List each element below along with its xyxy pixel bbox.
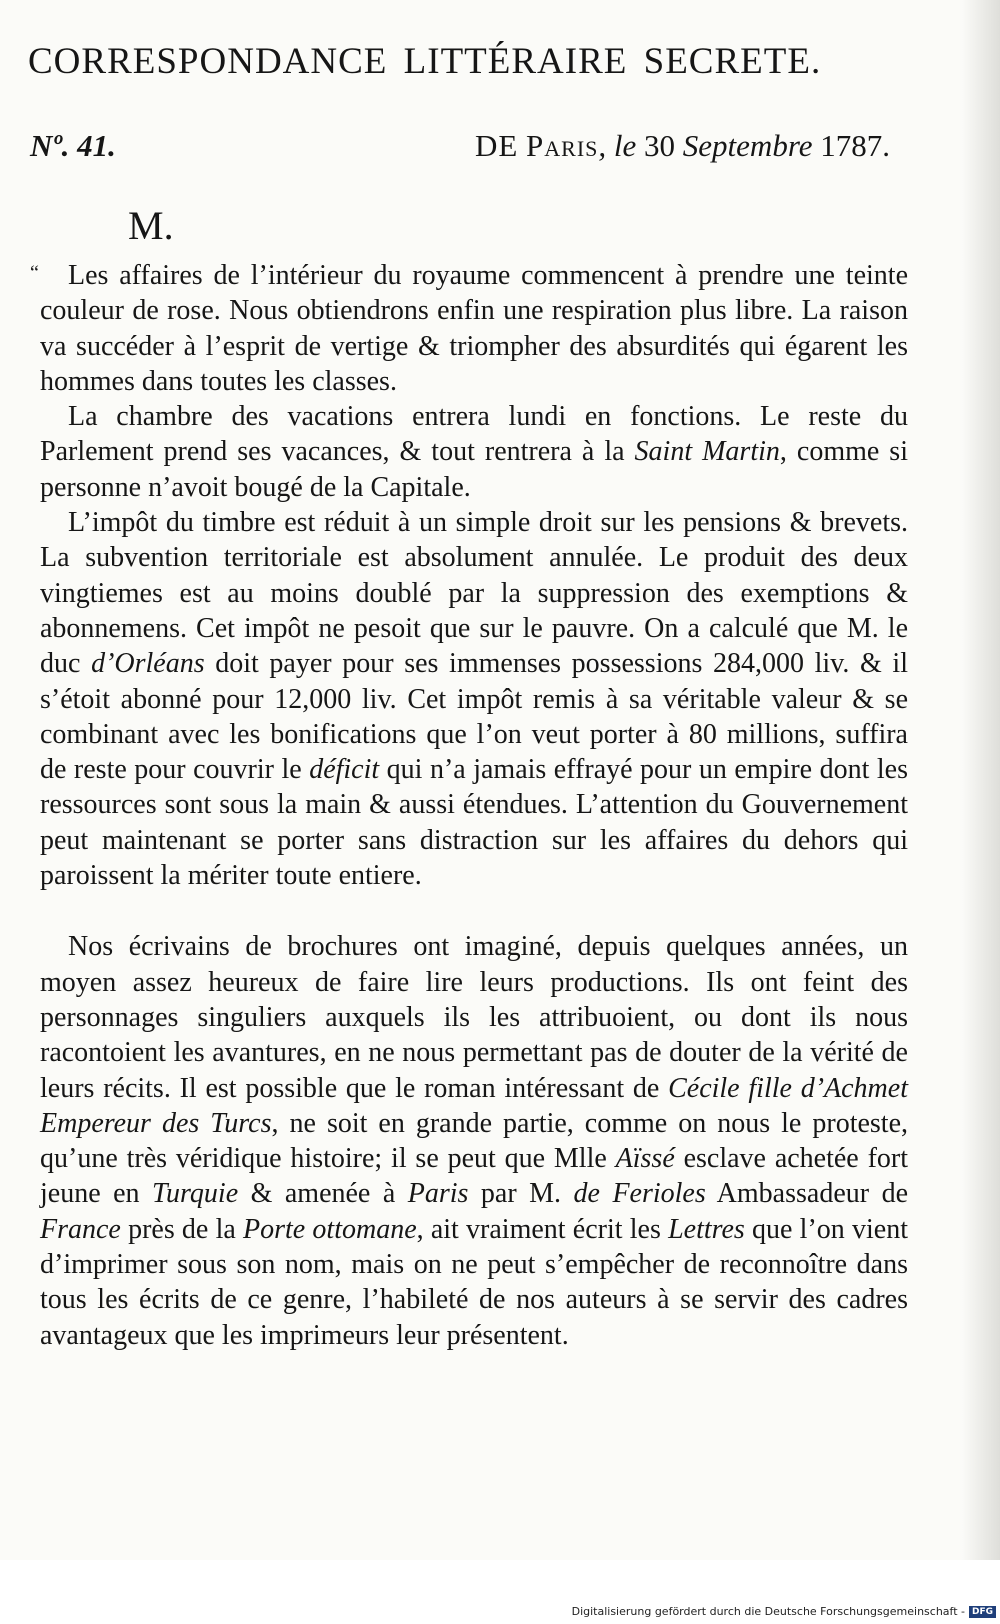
paragraph-parlement bbox=[40, 399, 908, 505]
salutation: M. bbox=[128, 203, 174, 248]
italic-term: Porte ottomane bbox=[243, 1213, 417, 1245]
credit-text: Digitalisierung gefördert durch die Deutsche Forschungsgemeinschaft - bbox=[571, 1605, 965, 1618]
paragraph-brochures bbox=[40, 929, 908, 1353]
opening-quote-mark: “ bbox=[30, 262, 39, 284]
italic-term: Cécile fille d’Achmet Empereur des Turcs bbox=[40, 1072, 908, 1139]
footer-strip bbox=[0, 1560, 1000, 1624]
page-edge-shadow bbox=[962, 0, 1000, 1560]
paragraph-text: par M. bbox=[468, 1178, 574, 1210]
paragraph-text: , ait vraiment écrit les bbox=[416, 1213, 669, 1245]
paragraph-text: Ambassadeur de bbox=[705, 1178, 908, 1210]
italic-term: Lettres bbox=[668, 1213, 745, 1245]
dateline-year: 1787. bbox=[820, 128, 890, 163]
paragraph-text: & amenée à bbox=[238, 1178, 408, 1210]
paragraph-text: que l’on vient d’imprimer sous son nom, mais on ne peut s’empêcher de reconnoître dans tous les écrits de ce genre, l’habileté de nos auteurs à se servir des cadres avantageux que les imprimeurs leur présentent. bbox=[40, 1213, 908, 1351]
italic-term: déficit bbox=[309, 754, 380, 786]
dateline-le: , le bbox=[598, 128, 637, 163]
issue-number: Nº. 41. bbox=[30, 128, 116, 163]
masthead-title: CORRESPONDANCE LITTÉRAIRE SECRETE. bbox=[28, 41, 822, 82]
dateline-city: Paris bbox=[526, 128, 599, 163]
italic-term: Aïssé bbox=[615, 1143, 675, 1175]
paragraph-text: , comme si personne n’avoit bougé de la Capitale. bbox=[40, 436, 908, 503]
italic-term: de Ferioles bbox=[573, 1178, 706, 1210]
italic-term: Saint Martin bbox=[634, 436, 780, 468]
paragraph-text: esclave achetée fort jeune en bbox=[40, 1143, 908, 1210]
paragraph-text: doit payer pour ses immenses possessions 284,000 liv. & il s’étoit abonné pour 12,000 liv. Cet impôt remis à sa véritable valeur & se combinant avec les bonifications que l’on veut porter à 80 millions, suffira de reste pour couvrir le bbox=[40, 648, 908, 786]
paragraph-text: près de la bbox=[120, 1213, 243, 1245]
paragraph-text: Nos écrivains de brochures ont imaginé, depuis quelques années, un moyen assez heureux de faire lire leurs productions. Ils ont feint des personnages singuliers auxquels ils les attribuoient, ou dont ils nous racontoient les avantures, en ne nous permettant pas de douter de la vérité de leurs récits. Il est possible que le roman intéressant de bbox=[40, 931, 908, 1104]
digitization-credit bbox=[572, 1605, 996, 1618]
letter-body bbox=[40, 258, 908, 1353]
paragraph-text: , ne soit en grande partie, comme on nous le proteste, qu’une très véridique histoire; il se peut que Mlle bbox=[40, 1107, 908, 1175]
paragraph-royaume bbox=[40, 258, 908, 399]
dateline-day: 30 bbox=[644, 128, 676, 163]
italic-term: France bbox=[40, 1213, 121, 1245]
italic-term: Paris bbox=[407, 1178, 469, 1210]
paragraph-text: qui n’a jamais effrayé pour un empire dont les ressources sont sous la main & aussi étendues. L’attention du Gouvernement peut maintenant se porter sans distraction sur les affaires du dehors qui paroissent la mériter toute entiere. bbox=[40, 754, 908, 892]
dfg-logo: DFG bbox=[969, 1606, 996, 1618]
dateline bbox=[475, 128, 890, 164]
dateline-month: Septembre bbox=[682, 128, 813, 163]
paragraph-text: L’impôt du timbre est réduit à un simple droit sur les pensions & brevets. La subvention territoriale est absolument annulée. Le produit des deux vingtiemes est au moins doublé par la suppression des exemptions & abonnemens. Cet impôt ne pesoit que sur le pauvre. On a calculé que M. le duc bbox=[40, 507, 908, 680]
dateline-de: DE bbox=[474, 128, 519, 163]
italic-term: d’Orléans bbox=[91, 648, 205, 680]
paragraph-text: Les affaires de l’intérieur du royaume commencent à prendre une teinte couleur de rose. Nous obtiendrons enfin une respiration plus libre. La raison va succéder à l’esprit de vertige & triompher des absurdités qui égarent les hommes dans toutes les classes. bbox=[40, 260, 908, 397]
paragraph-text: La chambre des vacations entrera lundi en fonctions. Le reste du Parlement prend ses vacances, & tout rentrera à la bbox=[40, 401, 908, 468]
paragraph-impot bbox=[40, 505, 908, 893]
italic-term: Turquie bbox=[152, 1178, 239, 1210]
issue-line bbox=[30, 128, 890, 168]
